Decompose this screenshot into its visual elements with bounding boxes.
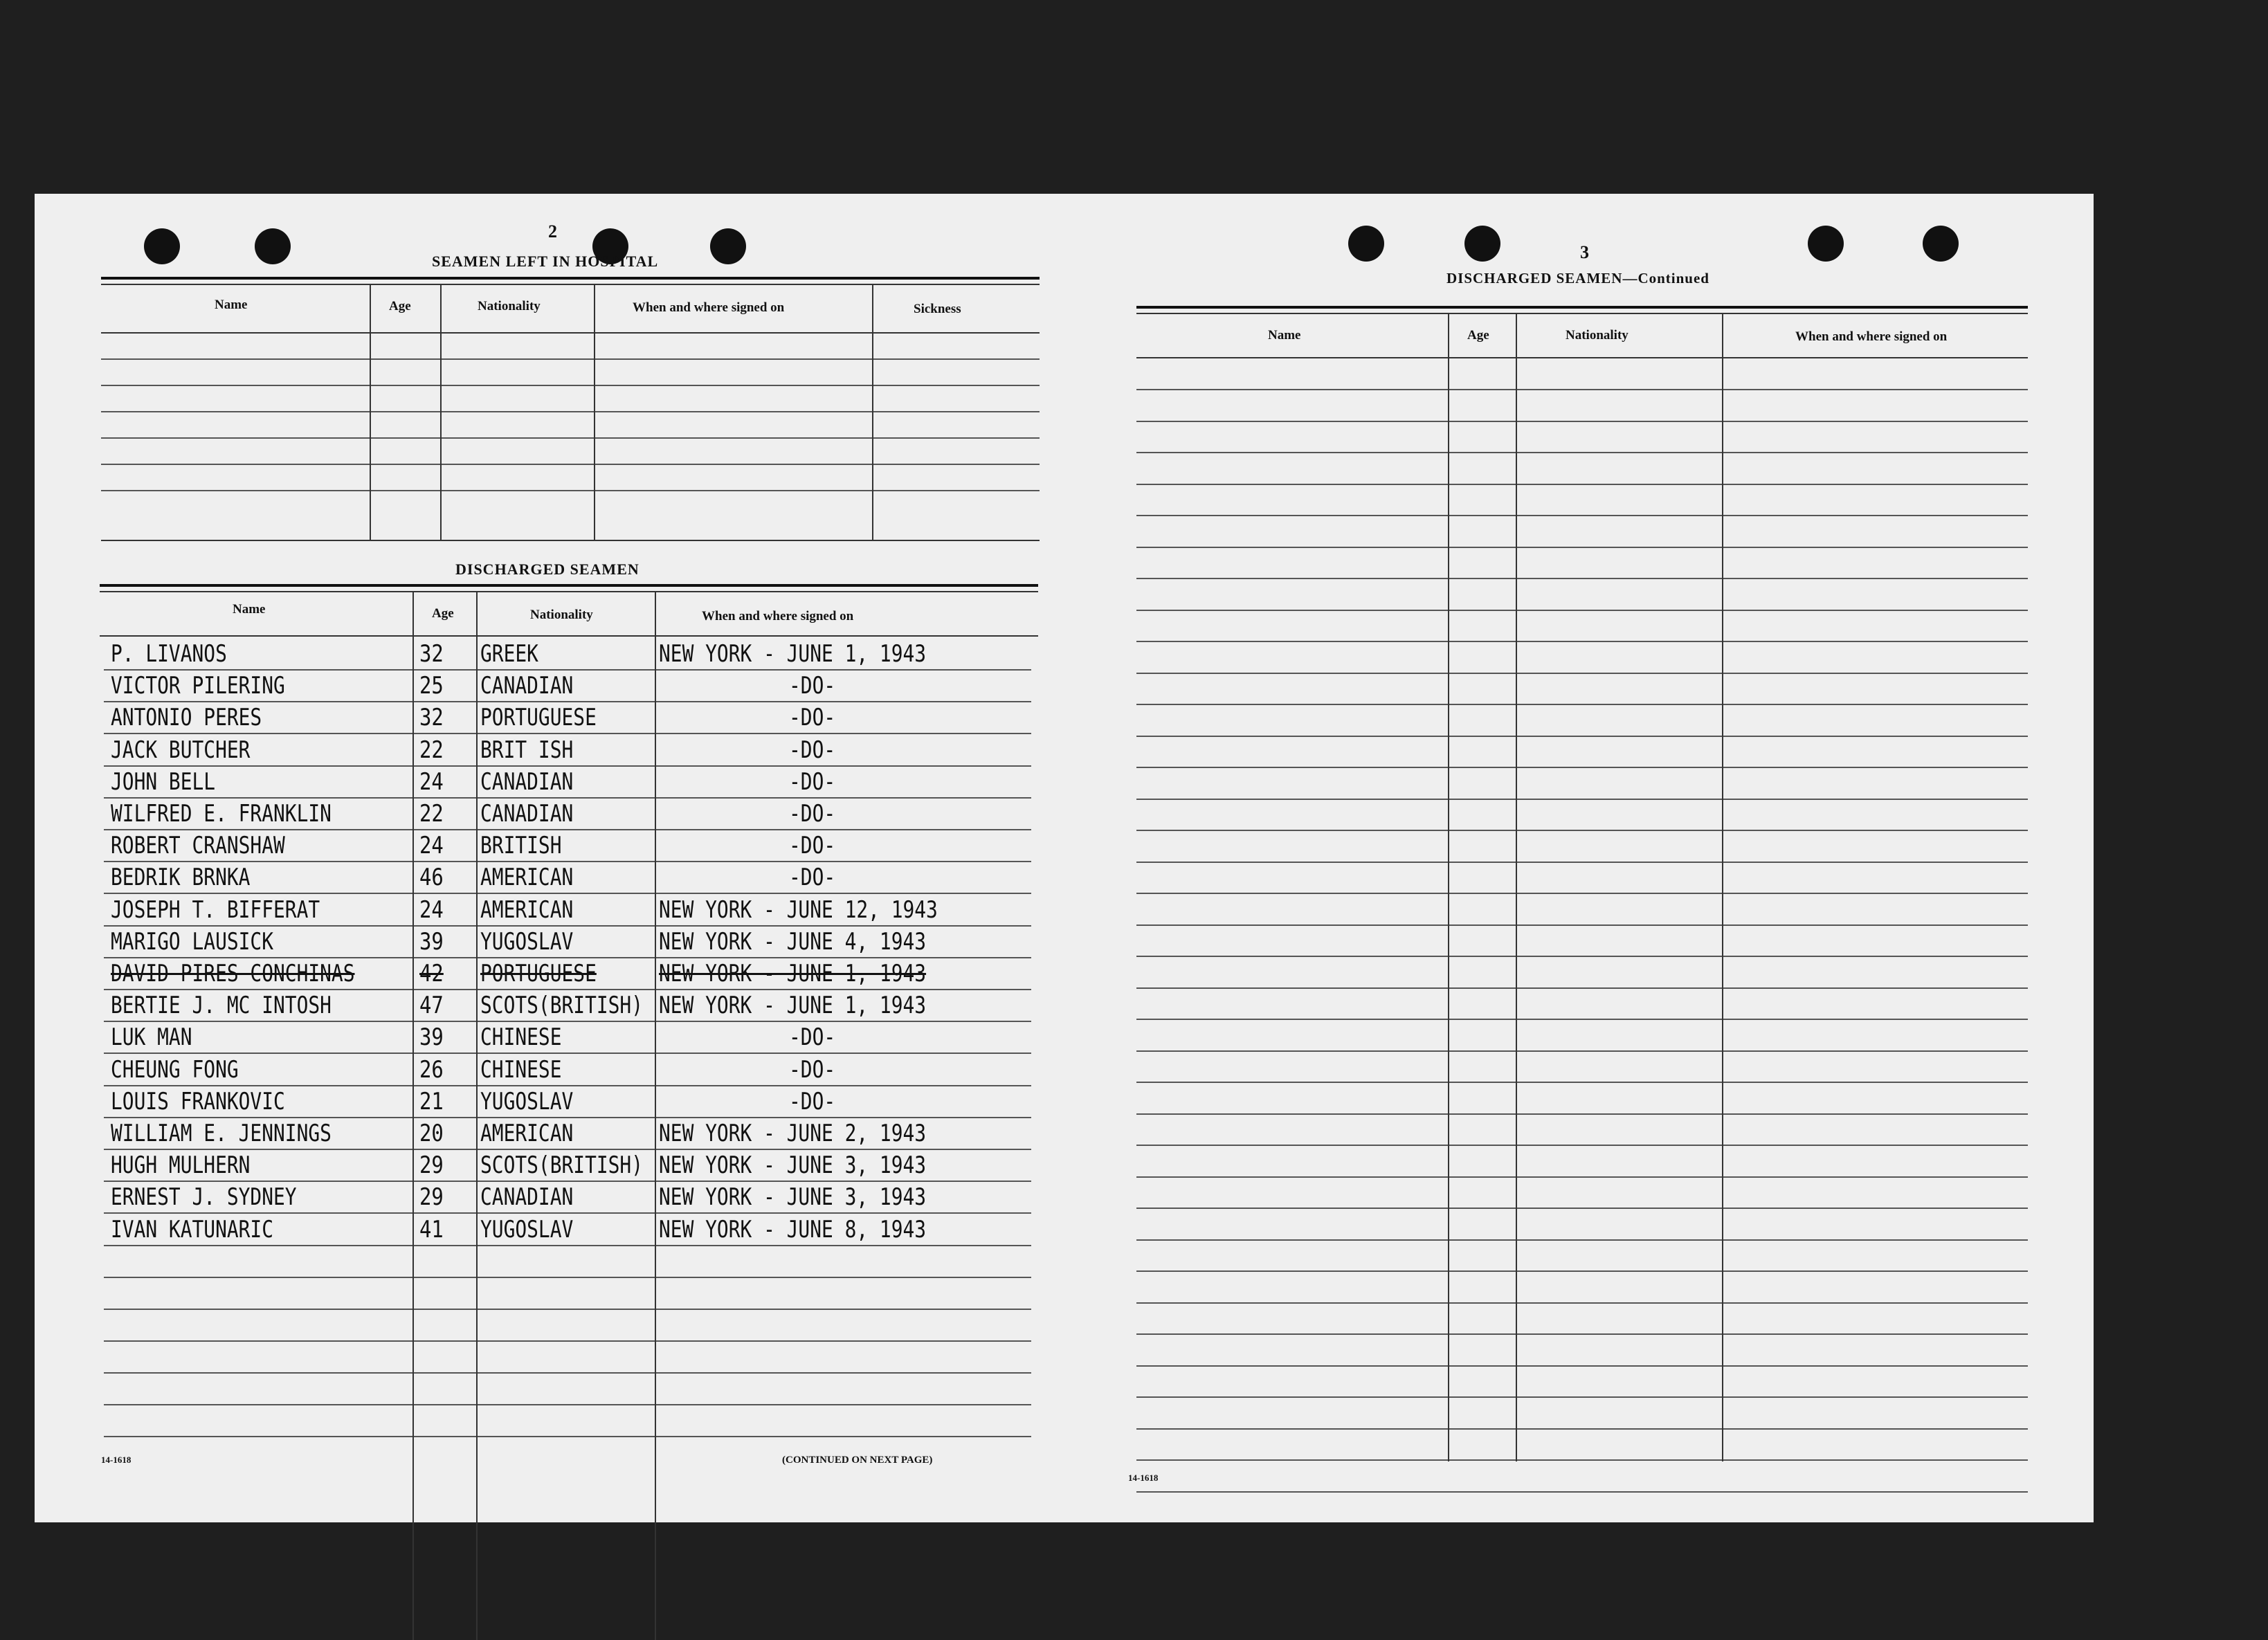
row-rule xyxy=(1136,673,2028,674)
row-rule xyxy=(1136,956,2028,957)
row-rule xyxy=(104,1309,1031,1310)
continued-note: (CONTINUED ON NEXT PAGE) xyxy=(782,1455,933,1466)
cell-age: 24 xyxy=(419,832,444,860)
row-rule xyxy=(1136,515,2028,516)
row-rule xyxy=(1136,704,2028,705)
row-rule xyxy=(104,1245,1031,1246)
cell-nationality: BRITISH xyxy=(480,832,562,860)
cell-signed-on: -DO- xyxy=(789,800,836,828)
row-rule xyxy=(104,861,1031,862)
row-rule xyxy=(1136,893,2028,894)
page-number: 3 xyxy=(1580,242,1589,262)
cell-signed-on: NEW YORK - JUNE 2, 1943 xyxy=(659,1120,927,1147)
row-rule xyxy=(104,1021,1031,1022)
cell-name: DAVID PIRES CONCHINAS xyxy=(111,960,355,987)
cell-signed-on: NEW YORK - JUNE 3, 1943 xyxy=(659,1183,927,1212)
cell-age: 32 xyxy=(419,704,444,732)
cell-nationality: BRIT ISH xyxy=(480,736,574,764)
form-code: 14-1618 xyxy=(1128,1473,1159,1483)
cell-name: BEDRIK BRNKA xyxy=(111,864,251,892)
row-rule xyxy=(104,765,1031,767)
cell-signed-on: -DO- xyxy=(789,864,836,892)
cell-name: BERTIE J. MC INTOSH xyxy=(111,992,332,1020)
row-rule xyxy=(1136,1145,2028,1146)
cell-signed-on: -DO- xyxy=(789,1087,836,1115)
row-rule xyxy=(104,1340,1031,1342)
cell-name: JACK BUTCHER xyxy=(111,736,251,764)
row-rule xyxy=(104,1212,1031,1214)
row-rule xyxy=(104,1053,1031,1054)
cell-age: 22 xyxy=(419,800,444,828)
cell-name: WILLIAM E. JENNINGS xyxy=(111,1120,332,1147)
discharged-continued-title: DISCHARGED SEAMEN—Continued xyxy=(1446,270,1709,286)
row-rule xyxy=(104,1277,1031,1278)
cell-name: IVAN KATUNARIC xyxy=(111,1215,273,1243)
row-rule xyxy=(1136,1176,2028,1178)
cell-signed-on: -DO- xyxy=(789,832,836,860)
column-divider xyxy=(1516,313,1517,1461)
cell-age: 25 xyxy=(419,672,444,700)
row-rule xyxy=(104,1404,1031,1405)
row-rule xyxy=(1136,610,2028,611)
cell-name: JOHN BELL xyxy=(111,767,216,796)
cell-signed-on: NEW YORK - JUNE 8, 1943 xyxy=(659,1215,927,1243)
row-rule xyxy=(104,733,1031,734)
row-rule xyxy=(104,1372,1031,1374)
column-divider xyxy=(655,591,656,1640)
row-rule xyxy=(104,1117,1031,1118)
row-rule xyxy=(1136,862,2028,863)
cell-nationality: GREEK xyxy=(480,640,538,668)
cell-nationality: CANADIAN xyxy=(480,800,574,828)
blank-ruled-rows xyxy=(1073,194,2094,1522)
column-header-sickness: Sickness xyxy=(914,302,961,316)
cell-nationality: YUGOSLAV xyxy=(480,927,574,956)
cell-signed-on: -DO- xyxy=(789,1055,836,1084)
row-rule xyxy=(1136,1302,2028,1304)
cell-age: 26 xyxy=(419,1055,444,1084)
row-rule xyxy=(1136,1333,2028,1335)
row-rule xyxy=(1136,1365,2028,1367)
row-rule xyxy=(1136,484,2028,485)
cell-age: 39 xyxy=(419,927,444,956)
row-rule xyxy=(104,957,1031,958)
column-header-age: Age xyxy=(389,299,411,313)
cell-name: MARIGO LAUSICK xyxy=(111,927,273,956)
cell-nationality: SCOTS(BRITISH) xyxy=(480,1151,643,1180)
cell-age: 32 xyxy=(419,640,444,668)
cell-signed-on: NEW YORK - JUNE 1, 1943 xyxy=(659,960,927,987)
cell-nationality: CHINESE xyxy=(480,1055,562,1084)
row-rule xyxy=(1136,1239,2028,1241)
right-page xyxy=(1073,194,2094,1522)
discharged-section-title: DISCHARGED SEAMEN xyxy=(455,561,639,578)
cell-nationality: AMERICAN xyxy=(480,864,574,892)
row-rule xyxy=(104,1436,1031,1437)
row-rule xyxy=(1136,1082,2028,1083)
cell-age: 39 xyxy=(419,1023,444,1052)
cell-signed-on: NEW YORK - JUNE 1, 1943 xyxy=(659,640,927,668)
document-sheet xyxy=(35,194,2094,1522)
cell-age: 24 xyxy=(419,895,444,924)
row-rule xyxy=(1136,641,2028,642)
cell-age: 42 xyxy=(419,960,444,987)
cell-name: WILFRED E. FRANKLIN xyxy=(111,800,332,828)
row-rule xyxy=(104,1149,1031,1150)
cell-name: VICTOR PILERING xyxy=(111,672,285,700)
cell-nationality: PORTUGUESE xyxy=(480,960,597,987)
row-rule xyxy=(1136,924,2028,926)
cell-age: 46 xyxy=(419,864,444,892)
cell-name: LUK MAN xyxy=(111,1023,192,1052)
cell-age: 41 xyxy=(419,1215,444,1243)
page-number: 2 xyxy=(548,221,557,242)
row-rule xyxy=(1136,1428,2028,1430)
row-rule xyxy=(1136,830,2028,831)
cell-nationality: CANADIAN xyxy=(480,767,574,796)
row-rule xyxy=(104,989,1031,990)
row-rule xyxy=(104,1181,1031,1182)
row-rule xyxy=(1136,578,2028,579)
column-header-signed-on: When and where signed on xyxy=(702,609,854,623)
cell-name: ERNEST J. SYDNEY xyxy=(111,1183,297,1212)
row-rule xyxy=(104,829,1031,830)
column-header-signed-on: When and where signed on xyxy=(1795,329,1948,344)
column-header-age: Age xyxy=(1467,328,1489,343)
row-rule xyxy=(1136,1019,2028,1020)
column-divider xyxy=(1722,313,1723,1461)
column-divider xyxy=(1448,313,1449,1461)
cell-age: 22 xyxy=(419,736,444,764)
cell-nationality: PORTUGUESE xyxy=(480,704,597,732)
cell-signed-on: NEW YORK - JUNE 1, 1943 xyxy=(659,992,927,1020)
row-rule xyxy=(1136,452,2028,453)
cell-name: ANTONIO PERES xyxy=(111,704,262,732)
column-header-name: Name xyxy=(1268,328,1301,343)
cell-signed-on: NEW YORK - JUNE 3, 1943 xyxy=(659,1151,927,1180)
left-page xyxy=(35,194,1038,1522)
row-rule xyxy=(1136,767,2028,768)
cell-age: 20 xyxy=(419,1120,444,1147)
row-rule xyxy=(104,1085,1031,1086)
cell-signed-on: -DO- xyxy=(789,672,836,700)
cell-age: 47 xyxy=(419,992,444,1020)
row-rule xyxy=(104,797,1031,799)
column-header-age: Age xyxy=(432,606,454,621)
column-divider xyxy=(476,591,478,1640)
column-header-nationality: Nationality xyxy=(530,608,593,622)
cell-name: JOSEPH T. BIFFERAT xyxy=(111,895,320,924)
row-rule xyxy=(1136,799,2028,800)
cell-signed-on: -DO- xyxy=(789,1023,836,1052)
row-rule xyxy=(1136,987,2028,989)
row-rule xyxy=(1136,736,2028,737)
cell-age: 21 xyxy=(419,1087,444,1115)
cell-nationality: YUGOSLAV xyxy=(480,1215,574,1243)
cell-nationality: CANADIAN xyxy=(480,672,574,700)
row-rule xyxy=(104,925,1031,927)
column-header-name: Name xyxy=(215,298,248,312)
column-header-signed-on: When and where signed on xyxy=(633,300,785,315)
cell-age: 29 xyxy=(419,1151,444,1180)
cell-age: 29 xyxy=(419,1183,444,1212)
row-rule xyxy=(1136,1459,2028,1461)
row-rule xyxy=(1136,1270,2028,1272)
cell-nationality: AMERICAN xyxy=(480,1120,574,1147)
column-header-nationality: Nationality xyxy=(1566,328,1629,343)
row-rule xyxy=(1136,1491,2028,1493)
discharged-rows xyxy=(35,194,1038,1522)
cell-signed-on: NEW YORK - JUNE 12, 1943 xyxy=(659,895,938,924)
cell-name: ROBERT CRANSHAW xyxy=(111,832,285,860)
cell-signed-on: NEW YORK - JUNE 4, 1943 xyxy=(659,927,927,956)
column-header-nationality: Nationality xyxy=(478,299,541,313)
column-header-name: Name xyxy=(233,602,266,617)
column-divider xyxy=(412,591,414,1640)
cell-nationality: SCOTS(BRITISH) xyxy=(480,992,643,1020)
row-rule xyxy=(104,669,1031,671)
cell-signed-on: -DO- xyxy=(789,704,836,732)
cell-nationality: CANADIAN xyxy=(480,1183,574,1212)
row-rule xyxy=(104,701,1031,702)
cell-nationality: AMERICAN xyxy=(480,895,574,924)
row-rule xyxy=(1136,1050,2028,1052)
row-rule xyxy=(1136,389,2028,390)
cell-name: CHEUNG FONG xyxy=(111,1055,239,1084)
cell-nationality: CHINESE xyxy=(480,1023,562,1052)
cell-name: LOUIS FRANKOVIC xyxy=(111,1087,285,1115)
cell-name: P. LIVANOS xyxy=(111,640,227,668)
row-rule xyxy=(1136,547,2028,548)
cell-signed-on: -DO- xyxy=(789,736,836,764)
hospital-section-title: SEAMEN LEFT IN HOSPITAL xyxy=(432,253,659,270)
row-rule xyxy=(104,893,1031,894)
row-rule xyxy=(1136,421,2028,422)
row-rule xyxy=(1136,1208,2028,1209)
cell-signed-on: -DO- xyxy=(789,767,836,796)
cell-nationality: YUGOSLAV xyxy=(480,1087,574,1115)
row-rule xyxy=(1136,1396,2028,1398)
form-code: 14-1618 xyxy=(101,1455,131,1465)
row-rule xyxy=(1136,1113,2028,1115)
cell-age: 24 xyxy=(419,767,444,796)
cell-name: HUGH MULHERN xyxy=(111,1151,251,1180)
